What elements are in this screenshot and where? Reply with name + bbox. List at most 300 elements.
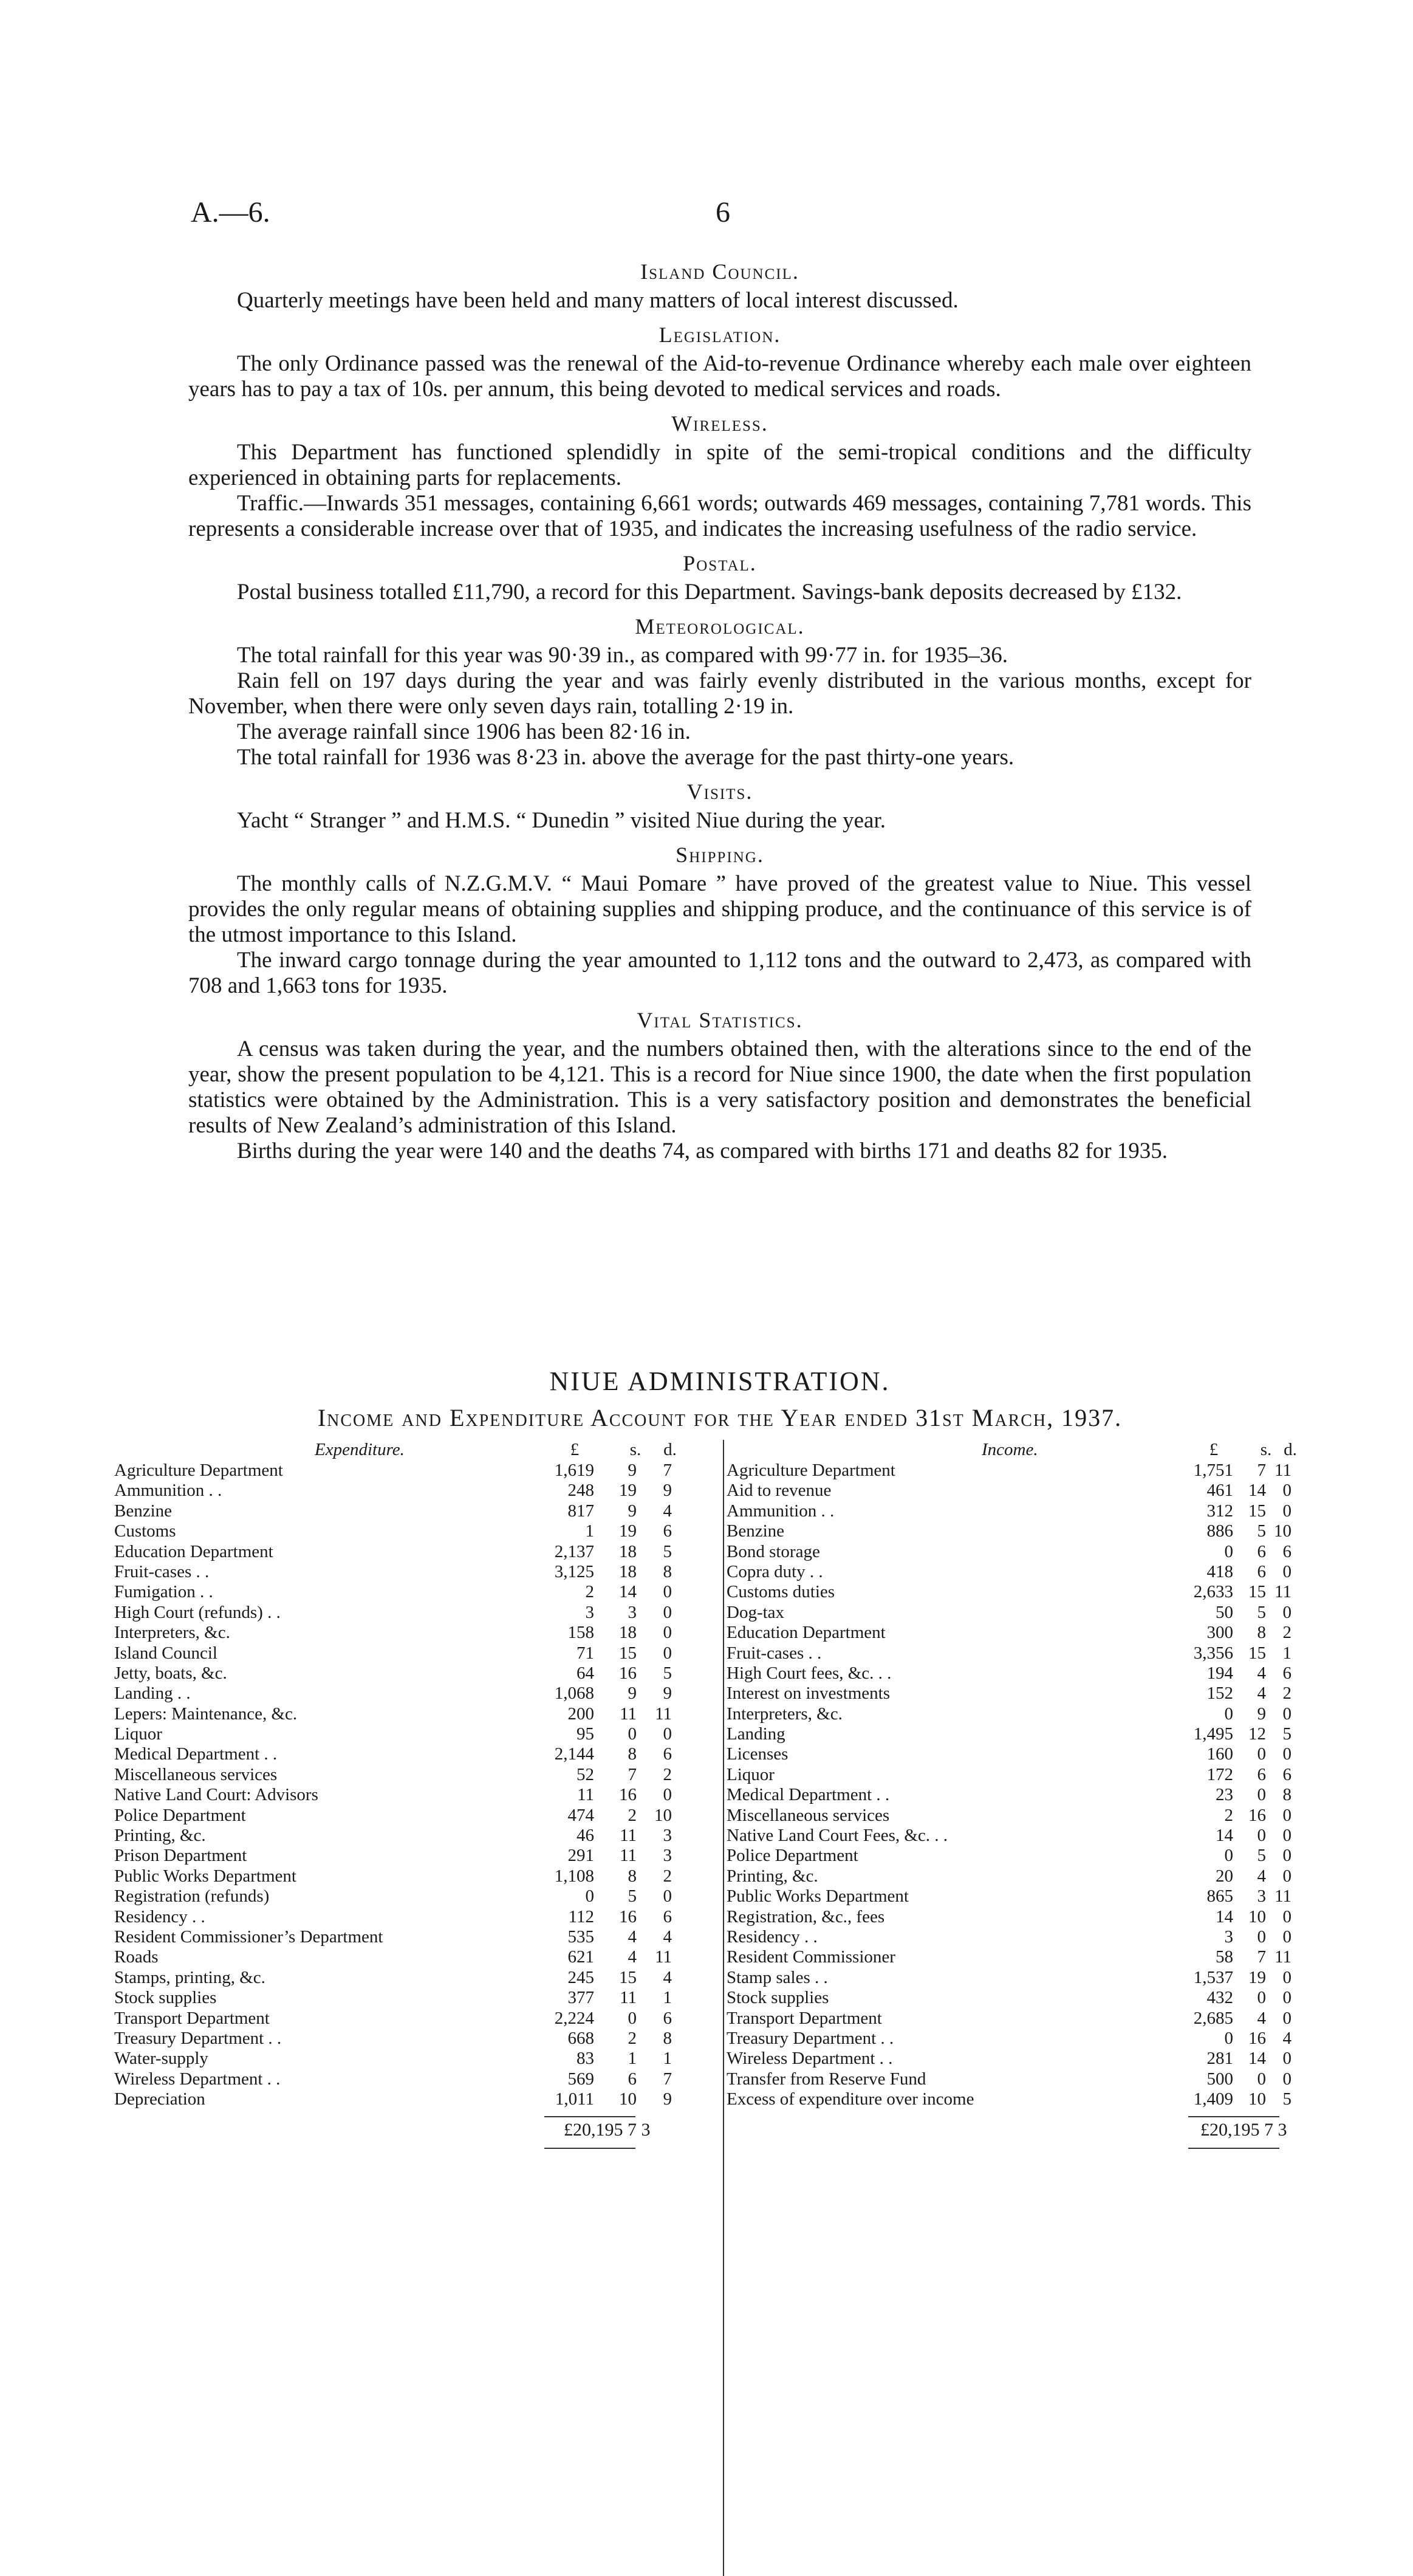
income-row xyxy=(727,1501,1340,1521)
income-shillings: 6 xyxy=(1257,1561,1266,1581)
income-pence: 0 xyxy=(1282,2008,1292,2028)
expenditure-label: Expenditure. xyxy=(315,1440,405,1459)
income-item-name: Wireless Department . . xyxy=(727,2049,893,2069)
income-pence: 0 xyxy=(1282,2049,1292,2069)
expenditure-pence: 0 xyxy=(663,1886,672,1906)
expenditure-pence: 5 xyxy=(663,1541,672,1561)
expenditure-item-name: Benzine xyxy=(114,1501,173,1521)
expenditure-item-name: Stock supplies xyxy=(114,1988,217,2008)
section-paragraph: This Department has functioned splendidly in spite of the semi-tropical conditions and the difficulty experienced in obtaining parts for replacements. xyxy=(188,440,1251,490)
expenditure-pence: 6 xyxy=(663,2008,672,2028)
expenditure-pounds: 200 xyxy=(567,1704,594,1724)
expenditure-row xyxy=(114,2049,728,2069)
expenditure-row xyxy=(114,2029,728,2049)
expenditure-pounds: 245 xyxy=(567,1967,594,1987)
expenditure-row xyxy=(114,1826,728,1846)
income-item-name: Transport Department xyxy=(727,2008,882,2028)
expenditure-shillings: 4 xyxy=(628,1947,637,1967)
expenditure-row xyxy=(114,1704,728,1724)
income-item-name: Stamp sales . . xyxy=(727,1967,828,1987)
expenditure-pounds: 1,011 xyxy=(555,2089,594,2109)
income-item-name: Landing xyxy=(727,1724,785,1744)
expenditure-pence: 8 xyxy=(663,2028,672,2048)
income-item-name: Ammunition . . xyxy=(727,1501,835,1521)
income-row xyxy=(727,2049,1340,2069)
expenditure-item-name: Fumigation . . xyxy=(114,1582,213,1602)
expenditure-row xyxy=(114,1603,728,1623)
income-pence: 6 xyxy=(1282,1764,1292,1784)
expenditure-pounds: 569 xyxy=(567,2069,594,2089)
expenditure-row xyxy=(114,1968,728,1988)
expenditure-shillings: 19 xyxy=(619,1481,637,1501)
expenditure-row xyxy=(114,1582,728,1602)
expenditure-shillings: 18 xyxy=(619,1623,637,1643)
income-shillings: 6 xyxy=(1257,1764,1266,1784)
shillings-unit: s. xyxy=(629,1440,641,1459)
expenditure-item-name: Registration (refunds) xyxy=(114,1886,270,1906)
expenditure-item-name: High Court (refunds) . . xyxy=(114,1602,281,1622)
income-shillings: 5 xyxy=(1257,1846,1266,1866)
income-item-name: Dog-tax xyxy=(727,1602,785,1622)
expenditure-total-double-rule xyxy=(544,2148,635,2149)
column-divider xyxy=(723,1440,724,2576)
section-paragraph: The inward cargo tonnage during the year amounted to 1,112 tons and the outward to 2,473, as compared with 708 and 1,663 tons for 1935. xyxy=(188,948,1251,998)
expenditure-item-name: Native Land Court: Advisors xyxy=(114,1785,318,1805)
expenditure-pence: 6 xyxy=(663,1906,672,1927)
expenditure-item-name: Treasury Department . . xyxy=(114,2028,282,2048)
income-pence: 6 xyxy=(1282,1541,1292,1561)
income-pence: 1 xyxy=(1282,1643,1292,1663)
expenditure-pounds: 46 xyxy=(576,1826,594,1846)
income-item-name: Customs duties xyxy=(727,1582,835,1602)
expenditure-item-name: Jetty, boats, &c. xyxy=(114,1663,227,1683)
expenditure-pounds: 291 xyxy=(567,1846,594,1866)
expenditure-pence: 1 xyxy=(663,2049,672,2069)
section-paragraph: The total rainfall for 1936 was 8·23 in. above the average for the past thirty-one years. xyxy=(237,745,1014,770)
section-paragraph: Quarterly meetings have been held and many matters of local interest discussed. xyxy=(237,288,959,313)
income-pence: 11 xyxy=(1274,1947,1292,1967)
income-item-name: Registration, &c., fees xyxy=(727,1906,885,1927)
income-pounds: 160 xyxy=(1206,1744,1233,1764)
expenditure-shillings: 11 xyxy=(620,1988,637,2008)
expenditure-pence: 0 xyxy=(663,1643,672,1663)
expenditure-item-name: Prison Department xyxy=(114,1846,247,1866)
income-shillings: 5 xyxy=(1257,1602,1266,1622)
income-row xyxy=(727,1562,1340,1582)
income-row xyxy=(727,1542,1340,1562)
income-pounds: 3,356 xyxy=(1193,1643,1233,1663)
income-pence: 10 xyxy=(1274,1521,1292,1541)
income-item-name: Printing, &c. xyxy=(727,1866,818,1886)
expenditure-row xyxy=(114,1806,728,1826)
expenditure-row xyxy=(114,1623,728,1643)
expenditure-pounds: 71 xyxy=(576,1643,594,1663)
expenditure-row xyxy=(114,1724,728,1744)
expenditure-item-name: Wireless Department . . xyxy=(114,2069,281,2089)
income-shillings: 12 xyxy=(1248,1724,1266,1744)
expenditure-row xyxy=(114,1866,728,1886)
expenditure-shillings: 4 xyxy=(628,1927,637,1947)
income-row xyxy=(727,2089,1340,2109)
income-pence: 0 xyxy=(1282,1927,1292,1947)
income-row xyxy=(727,1765,1340,1785)
expenditure-pence: 3 xyxy=(663,1846,672,1866)
report-sections xyxy=(188,250,1251,1164)
expenditure-pence: 11 xyxy=(655,1947,672,1967)
expenditure-row xyxy=(114,1886,728,1906)
expenditure-pounds: 1 xyxy=(585,1521,594,1541)
expenditure-shillings: 0 xyxy=(628,1724,637,1744)
income-pounds: 0 xyxy=(1224,1704,1233,1724)
income-item-name: Excess of expenditure over income xyxy=(727,2089,974,2109)
income-item-name: Interpreters, &c. xyxy=(727,1704,843,1724)
income-pounds: 500 xyxy=(1206,2069,1233,2089)
expenditure-row xyxy=(114,1744,728,1764)
income-row xyxy=(727,1603,1340,1623)
expenditure-rows xyxy=(114,1461,728,2110)
expenditure-pounds: 112 xyxy=(568,1906,594,1927)
income-item-name: Native Land Court Fees, &c. . . xyxy=(727,1826,948,1846)
income-row xyxy=(727,2009,1340,2029)
expenditure-shillings: 7 xyxy=(628,1764,637,1784)
income-pounds: 886 xyxy=(1206,1521,1233,1541)
income-shillings: 4 xyxy=(1257,1866,1266,1886)
income-row xyxy=(727,1988,1340,2008)
pence-unit: d. xyxy=(1284,1440,1297,1459)
income-item-name: Transfer from Reserve Fund xyxy=(727,2069,926,2089)
income-pounds: 2,633 xyxy=(1193,1582,1233,1602)
expenditure-row xyxy=(114,2009,728,2029)
income-pence: 0 xyxy=(1282,1805,1292,1825)
income-row xyxy=(727,1663,1340,1684)
expenditure-pence: 10 xyxy=(654,1805,672,1825)
pence-unit: d. xyxy=(663,1440,677,1459)
expenditure-pence: 6 xyxy=(663,1744,672,1764)
income-row xyxy=(727,2029,1340,2049)
section-paragraph: The total rainfall for this year was 90·39 in., as compared with 99·77 in. for 1935–36. xyxy=(237,643,1008,668)
expenditure-row xyxy=(114,1663,728,1684)
income-item-name: Bond storage xyxy=(727,1541,820,1561)
income-row xyxy=(727,1947,1340,1967)
income-column xyxy=(727,1440,1340,2149)
expenditure-pounds: 64 xyxy=(576,1663,594,1683)
income-shillings: 0 xyxy=(1257,1826,1266,1846)
expenditure-row xyxy=(114,1521,728,1541)
income-row xyxy=(727,1846,1340,1866)
expenditure-row xyxy=(114,1765,728,1785)
section-heading: Vital Statistics. xyxy=(637,1008,803,1032)
expenditure-pounds: 1,068 xyxy=(554,1684,594,1704)
section-heading: Island Council. xyxy=(640,259,799,284)
income-total: £20,195 7 3 xyxy=(1200,2119,1287,2140)
expenditure-pounds: 3 xyxy=(585,1602,594,1622)
expenditure-row xyxy=(114,1988,728,2008)
income-shillings: 4 xyxy=(1257,2008,1266,2028)
expenditure-row xyxy=(114,1542,728,1562)
income-header xyxy=(727,1440,1340,1461)
expenditure-pounds: 535 xyxy=(567,1927,594,1947)
income-row xyxy=(727,1704,1340,1724)
section-paragraph: Rain fell on 197 days during the year and was fairly evenly distributed in the various months, except for November, when there were only seven days rain, totalling 2·19 in. xyxy=(188,668,1251,719)
expenditure-item-name: Medical Department . . xyxy=(114,1744,278,1764)
expenditure-shillings: 0 xyxy=(628,2008,637,2028)
expenditure-shillings: 19 xyxy=(619,1521,637,1541)
expenditure-pounds: 621 xyxy=(567,1947,594,1967)
income-pence: 11 xyxy=(1274,1582,1292,1602)
income-pounds: 432 xyxy=(1206,1988,1233,2008)
account-subtitle: Income and Expenditure Account for the Year ended 31st March, 1937. xyxy=(317,1404,1123,1431)
expenditure-total: £20,195 7 3 xyxy=(564,2119,651,2140)
income-shillings: 0 xyxy=(1257,1744,1266,1764)
expenditure-shillings: 18 xyxy=(619,1541,637,1561)
expenditure-pence: 2 xyxy=(663,1764,672,1784)
expenditure-row xyxy=(114,1947,728,1967)
income-item-name: Residency . . xyxy=(727,1927,818,1947)
income-row xyxy=(727,1927,1340,1947)
expenditure-row xyxy=(114,1481,728,1501)
income-pence: 8 xyxy=(1282,1785,1292,1805)
income-pounds: 461 xyxy=(1206,1481,1233,1501)
expenditure-item-name: Stamps, printing, &c. xyxy=(114,1967,265,1987)
income-pence: 5 xyxy=(1282,1724,1292,1744)
expenditure-column xyxy=(114,1440,728,2149)
income-shillings: 7 xyxy=(1257,1947,1266,1967)
income-label: Income. xyxy=(982,1440,1038,1459)
income-row xyxy=(727,1886,1340,1906)
income-row xyxy=(727,1461,1340,1481)
expenditure-row xyxy=(114,1927,728,1947)
income-item-name: Police Department xyxy=(727,1846,858,1866)
expenditure-shillings: 16 xyxy=(619,1785,637,1805)
expenditure-item-name: Interpreters, &c. xyxy=(114,1623,230,1643)
expenditure-item-name: Ammunition . . xyxy=(114,1481,222,1501)
income-pounds: 1,495 xyxy=(1193,1724,1233,1744)
income-row xyxy=(727,1866,1340,1886)
expenditure-shillings: 11 xyxy=(620,1704,637,1724)
section-paragraph: The only Ordinance passed was the renewal of the Aid-to-revenue Ordinance whereby each male over eighteen years has to pay a tax of 10s. per annum, this being devoted to medical services and roads. xyxy=(188,351,1251,402)
income-pounds: 312 xyxy=(1206,1501,1233,1521)
income-pounds: 2,685 xyxy=(1193,2008,1233,2028)
expenditure-pounds: 474 xyxy=(567,1805,594,1825)
expenditure-pence: 8 xyxy=(663,1561,672,1581)
income-shillings: 0 xyxy=(1257,1927,1266,1947)
income-pounds: 172 xyxy=(1206,1764,1233,1784)
income-pounds: 1,537 xyxy=(1193,1967,1233,1987)
expenditure-shillings: 8 xyxy=(628,1744,637,1764)
income-pence: 0 xyxy=(1282,1602,1292,1622)
section-paragraph: The average rainfall since 1906 has been 82·16 in. xyxy=(237,719,691,744)
expenditure-pounds: 2 xyxy=(585,1582,594,1602)
expenditure-shillings: 9 xyxy=(628,1501,637,1521)
expenditure-pounds: 668 xyxy=(567,2028,594,2048)
income-item-name: Resident Commissioner xyxy=(727,1947,895,1967)
expenditure-pounds: 83 xyxy=(576,2049,594,2069)
expenditure-pence: 7 xyxy=(663,1461,672,1480)
income-pounds: 1,751 xyxy=(1193,1461,1233,1480)
income-item-name: Stock supplies xyxy=(727,1988,829,2008)
income-shillings: 8 xyxy=(1257,1623,1266,1643)
expenditure-row xyxy=(114,1562,728,1582)
expenditure-item-name: Transport Department xyxy=(114,2008,270,2028)
section-paragraph: The monthly calls of N.Z.G.M.V. “ Maui Pomare ” have proved of the greatest value to Niue. This vessel provides the only regular means of obtaining supplies and shipping produce, and the continuance of this service is of the utmost importance to this Island. xyxy=(188,871,1251,947)
income-shillings: 0 xyxy=(1257,1988,1266,2008)
expenditure-item-name: Depreciation xyxy=(114,2089,205,2109)
income-shillings: 6 xyxy=(1257,1541,1266,1561)
expenditure-pounds: 1,619 xyxy=(554,1461,594,1480)
expenditure-row xyxy=(114,1643,728,1663)
expenditure-pounds: 817 xyxy=(567,1501,594,1521)
expenditure-shillings: 6 xyxy=(628,2069,637,2089)
income-pence: 0 xyxy=(1282,1988,1292,2008)
income-row xyxy=(727,2069,1340,2089)
expenditure-shillings: 10 xyxy=(619,2089,637,2109)
section-heading: Wireless. xyxy=(671,411,768,436)
income-item-name: Treasury Department . . xyxy=(727,2028,894,2048)
expenditure-row xyxy=(114,2069,728,2089)
income-shillings: 5 xyxy=(1257,1521,1266,1541)
expenditure-row xyxy=(114,1684,728,1704)
income-pounds: 1,409 xyxy=(1193,2089,1233,2109)
income-shillings: 0 xyxy=(1257,1785,1266,1805)
expenditure-shillings: 15 xyxy=(619,1967,637,1987)
expenditure-pounds: 11 xyxy=(577,1785,594,1805)
income-rows xyxy=(727,1461,1340,2110)
income-pounds: 865 xyxy=(1206,1886,1233,1906)
income-item-name: Miscellaneous services xyxy=(727,1805,890,1825)
income-item-name: Education Department xyxy=(727,1623,886,1643)
income-shillings: 14 xyxy=(1248,2049,1266,2069)
income-pounds: 0 xyxy=(1224,1846,1233,1866)
expenditure-shillings: 15 xyxy=(619,1643,637,1663)
expenditure-pence: 3 xyxy=(663,1826,672,1846)
income-pounds: 2 xyxy=(1224,1805,1233,1825)
income-row xyxy=(727,1623,1340,1643)
income-pounds: 0 xyxy=(1224,1541,1233,1561)
income-item-name: Agriculture Department xyxy=(727,1461,895,1480)
section-heading: Legislation. xyxy=(659,323,781,347)
income-row xyxy=(727,1968,1340,1988)
income-pence: 4 xyxy=(1282,2028,1292,2048)
section-paragraph: Postal business totalled £11,790, a record for this Department. Savings-bank deposits decreased by £132. xyxy=(237,580,1182,605)
income-pence: 0 xyxy=(1282,1967,1292,1987)
income-row xyxy=(727,1481,1340,1501)
expenditure-pence: 0 xyxy=(663,1724,672,1744)
expenditure-pence: 4 xyxy=(663,1967,672,1987)
expenditure-shillings: 2 xyxy=(628,1805,637,1825)
expenditure-item-name: Public Works Department xyxy=(114,1866,296,1886)
expenditure-shillings: 9 xyxy=(628,1684,637,1704)
income-item-name: Public Works Department xyxy=(727,1886,909,1906)
expenditure-pence: 11 xyxy=(655,1704,672,1724)
account-title: NIUE ADMINISTRATION. xyxy=(549,1366,891,1396)
expenditure-shillings: 1 xyxy=(628,2049,637,2069)
expenditure-pounds: 2,137 xyxy=(554,1541,594,1561)
expenditure-shillings: 14 xyxy=(619,1582,637,1602)
expenditure-shillings: 11 xyxy=(620,1826,637,1846)
document-reference: A.—6. xyxy=(191,196,270,228)
income-shillings: 10 xyxy=(1248,1906,1266,1927)
income-shillings: 4 xyxy=(1257,1663,1266,1683)
income-pounds: 14 xyxy=(1216,1906,1233,1927)
income-pence: 0 xyxy=(1282,1826,1292,1846)
income-item-name: Copra duty . . xyxy=(727,1561,823,1581)
income-pounds: 58 xyxy=(1216,1947,1233,1967)
expenditure-pence: 9 xyxy=(663,2089,672,2109)
income-item-name: Benzine xyxy=(727,1521,785,1541)
expenditure-pence: 4 xyxy=(663,1501,672,1521)
income-row xyxy=(727,1826,1340,1846)
income-row xyxy=(727,1907,1340,1927)
expenditure-pence: 9 xyxy=(663,1481,672,1501)
income-shillings: 16 xyxy=(1248,2028,1266,2048)
expenditure-pence: 0 xyxy=(663,1785,672,1805)
income-row xyxy=(727,1582,1340,1602)
income-pounds: 0 xyxy=(1224,2028,1233,2048)
income-row xyxy=(727,1806,1340,1826)
expenditure-shillings: 3 xyxy=(628,1602,637,1622)
income-item-name: Medical Department . . xyxy=(727,1785,890,1805)
expenditure-pounds: 52 xyxy=(576,1764,594,1784)
expenditure-pence: 1 xyxy=(663,1988,672,2008)
section-paragraph: Yacht “ Stranger ” and H.M.S. “ Dunedin ” visited Niue during the year. xyxy=(237,808,886,833)
income-item-name: Interest on investments xyxy=(727,1684,891,1704)
expenditure-pence: 7 xyxy=(663,2069,672,2089)
expenditure-item-name: Resident Commissioner’s Department xyxy=(114,1927,383,1947)
income-shillings: 4 xyxy=(1257,1684,1266,1704)
expenditure-row xyxy=(114,2089,728,2109)
expenditure-item-name: Fruit-cases . . xyxy=(114,1561,210,1581)
expenditure-pence: 0 xyxy=(663,1582,672,1602)
income-pence: 0 xyxy=(1282,1846,1292,1866)
income-item-name: Licenses xyxy=(727,1744,789,1764)
income-pounds: 14 xyxy=(1216,1826,1233,1846)
expenditure-pounds: 158 xyxy=(567,1623,594,1643)
income-pence: 0 xyxy=(1282,1744,1292,1764)
expenditure-shillings: 18 xyxy=(619,1561,637,1581)
income-item-name: Fruit-cases . . xyxy=(727,1643,822,1663)
income-row xyxy=(727,1521,1340,1541)
expenditure-header xyxy=(114,1440,728,1461)
expenditure-row xyxy=(114,1846,728,1866)
income-item-name: High Court fees, &c. . . xyxy=(727,1663,892,1683)
expenditure-shillings: 9 xyxy=(628,1461,637,1480)
expenditure-item-name: Liquor xyxy=(114,1724,162,1744)
income-pounds: 194 xyxy=(1206,1663,1233,1683)
income-pence: 0 xyxy=(1282,1866,1292,1886)
expenditure-item-name: Customs xyxy=(114,1521,176,1541)
income-pence: 0 xyxy=(1282,1561,1292,1581)
income-row xyxy=(727,1724,1340,1744)
income-shillings: 16 xyxy=(1248,1805,1266,1825)
expenditure-shillings: 5 xyxy=(628,1886,637,1906)
expenditure-row xyxy=(114,1461,728,1481)
expenditure-pounds: 248 xyxy=(567,1481,594,1501)
income-row xyxy=(727,1684,1340,1704)
income-item-name: Aid to revenue xyxy=(727,1481,832,1501)
expenditure-pounds: 2,224 xyxy=(554,2008,594,2028)
expenditure-shillings: 2 xyxy=(628,2028,637,2048)
expenditure-item-name: Education Department xyxy=(114,1541,273,1561)
income-pence: 2 xyxy=(1282,1684,1292,1704)
income-row xyxy=(727,1744,1340,1764)
expenditure-item-name: Roads xyxy=(114,1947,159,1967)
expenditure-shillings: 16 xyxy=(619,1663,637,1683)
income-shillings: 15 xyxy=(1248,1582,1266,1602)
income-pounds: 300 xyxy=(1206,1623,1233,1643)
income-pence: 0 xyxy=(1282,1501,1292,1521)
pounds-unit: £ xyxy=(570,1440,580,1459)
income-total-double-rule xyxy=(1188,2148,1279,2149)
